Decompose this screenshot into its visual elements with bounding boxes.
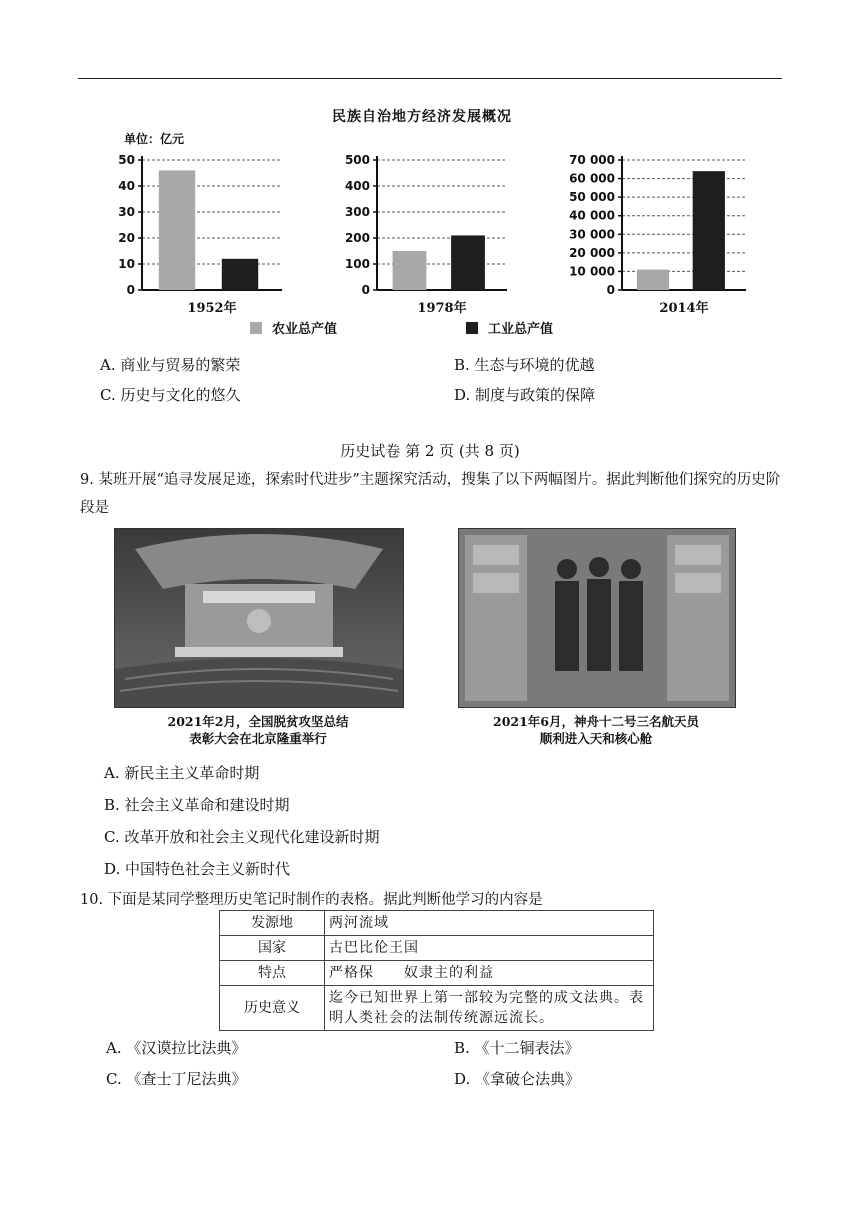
q9-option-b[interactable]: B. 社会主义革命和建设时期 xyxy=(104,796,290,814)
y-tick-label: 300 xyxy=(344,205,370,219)
q10-stem: 10. 下面是某同学整理历史笔记时制作的表格。据此判断他学习的内容是 xyxy=(80,892,543,908)
legend-swatch-agriculture xyxy=(250,322,262,334)
y-tick-label: 50 xyxy=(118,153,135,167)
q9-option-a[interactable]: A. 新民主主义革命时期 xyxy=(104,764,260,782)
table-value-cell: 古巴比伦王国 xyxy=(325,936,654,961)
y-tick-label: 40 xyxy=(118,179,135,193)
photo-right-caption xyxy=(458,713,734,747)
q8-option-a[interactable]: A. 商业与贸易的繁荣 xyxy=(100,356,241,374)
bar-industry xyxy=(222,259,258,290)
x-axis-label: 1952年 xyxy=(187,301,237,316)
legend-agriculture xyxy=(250,318,337,337)
history-notes-table xyxy=(219,910,654,1031)
x-axis-label: 2014年 xyxy=(659,301,709,316)
table-key-cell: 历史意义 xyxy=(220,986,325,1031)
header-rule xyxy=(78,78,782,79)
legend-swatch-industry xyxy=(466,322,478,334)
table-key-cell: 特点 xyxy=(220,961,325,986)
y-tick-label: 0 xyxy=(361,283,370,297)
legend-industry xyxy=(466,318,553,337)
q9-option-c[interactable]: C. 改革开放和社会主义现代化建设新时期 xyxy=(104,828,380,846)
photo-right-caption-line1: 2021年6月，神舟十二号三名航天员 xyxy=(493,714,699,729)
table-row xyxy=(220,986,654,1031)
q9-stem: 9. 某班开展“追寻发展足迹，探索时代进步”主题探究活动，搜集了以下两幅图片。据此判断他们探究的历史阶段是 xyxy=(80,472,781,516)
photo-left-caption-line1: 2021年2月，全国脱贫攻坚总结 xyxy=(167,714,349,729)
bar-industry xyxy=(693,171,725,290)
y-tick-label: 70 000 xyxy=(569,153,615,167)
q8-option-c[interactable]: C. 历史与文化的悠久 xyxy=(100,386,241,404)
q8-option-d[interactable]: D. 制度与政策的保障 xyxy=(454,386,596,404)
photo-right-caption-line2: 顺利进入天和核心舱 xyxy=(539,731,653,746)
legend-label-agriculture: 农业总产值 xyxy=(272,322,338,337)
bar-agriculture xyxy=(637,270,669,290)
y-tick-label: 400 xyxy=(344,179,370,193)
y-tick-label: 0 xyxy=(126,283,135,297)
table-key-cell: 国家 xyxy=(220,936,325,961)
photo-space-station xyxy=(458,528,736,708)
photo-conference-hall xyxy=(114,528,404,708)
page-footer: 历史试卷 第 2 页 (共 8 页) xyxy=(340,442,520,460)
q8-option-b[interactable]: B. 生态与环境的优越 xyxy=(454,356,595,374)
y-tick-label: 10 xyxy=(118,257,135,271)
bar-agriculture xyxy=(393,251,427,290)
y-tick-label: 50 000 xyxy=(569,190,615,205)
table-row xyxy=(220,911,654,936)
q10-option-d[interactable]: D. 《拿破仑法典》 xyxy=(454,1070,581,1088)
chart-unit-label: 单位：亿元 xyxy=(124,132,185,146)
photo-conference-hall-image xyxy=(115,529,403,707)
x-axis-label: 1978年 xyxy=(417,301,467,316)
photo-left-caption-line2: 表彰大会在北京隆重举行 xyxy=(189,731,327,746)
bar-agriculture xyxy=(159,170,195,290)
q10-option-a[interactable]: A. 《汉谟拉比法典》 xyxy=(106,1039,247,1057)
legend-label-industry: 工业总产值 xyxy=(488,322,554,337)
table-value-cell: 严格保 奴隶主的利益 xyxy=(325,961,654,986)
y-tick-label: 200 xyxy=(344,231,370,245)
y-tick-label: 40 000 xyxy=(569,208,615,223)
q10-option-b[interactable]: B. 《十二铜表法》 xyxy=(454,1039,580,1057)
y-tick-label: 500 xyxy=(344,153,370,167)
y-tick-label: 100 xyxy=(344,257,370,271)
chart-2014 xyxy=(562,150,752,350)
y-tick-label: 0 xyxy=(606,283,615,297)
y-tick-label: 10 000 xyxy=(569,264,615,279)
q10-option-c[interactable]: C. 《查士丁尼法典》 xyxy=(106,1070,247,1088)
y-tick-label: 30 000 xyxy=(569,227,615,242)
y-tick-label: 60 000 xyxy=(569,171,615,186)
table-value-cell: 迄今已知世界上第一部较为完整的成文法典。表明人类社会的法制传统源远流长。 xyxy=(325,986,654,1031)
bar-industry xyxy=(451,235,485,290)
y-tick-label: 20 000 xyxy=(569,245,615,260)
photo-left-caption xyxy=(114,713,402,747)
photo-space-station-image xyxy=(459,529,735,707)
table-key-cell: 发源地 xyxy=(220,911,325,936)
y-tick-label: 20 xyxy=(118,231,135,245)
economy-chart-figure xyxy=(110,100,760,345)
table-row xyxy=(220,936,654,961)
q9-option-d[interactable]: D. 中国特色社会主义新时代 xyxy=(104,860,291,878)
table-row xyxy=(220,961,654,986)
table-value-cell: 两河流域 xyxy=(325,911,654,936)
y-tick-label: 30 xyxy=(118,205,135,219)
chart-title: 民族自治地方经济发展概况 xyxy=(332,109,512,125)
